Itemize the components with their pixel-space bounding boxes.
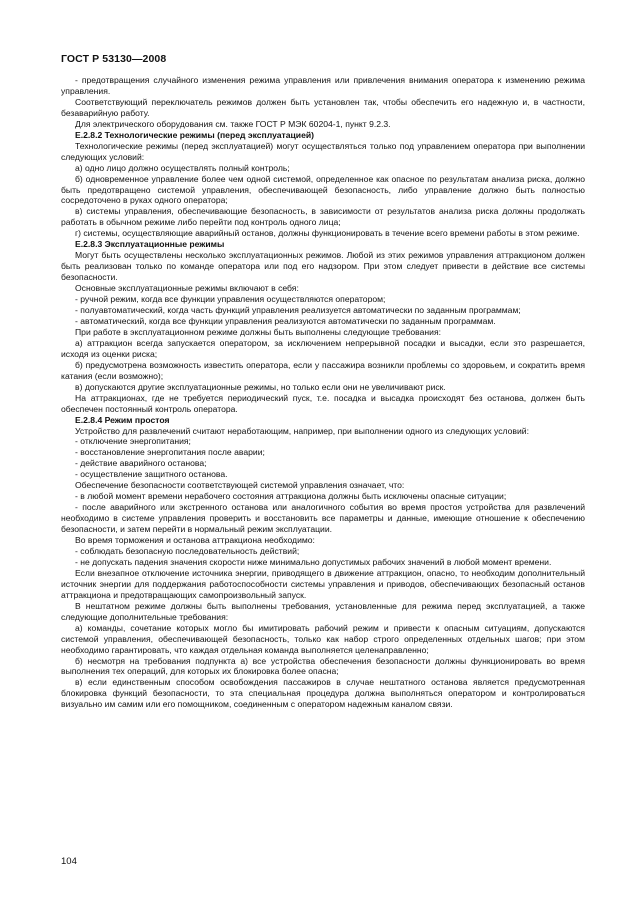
paragraph: - предотвращения случайного изменения режима управления или привлечения внимания оператора к изменению режима управления. — [61, 75, 585, 96]
paragraph: а) аттракцион всегда запускается оператором, за исключением непрерывной посадки и высадки, если это разрешается, исходя из оценки риска; — [61, 337, 585, 359]
paragraph: Обеспечение безопасности соответствующей системой управления означает, что: — [75, 480, 405, 491]
paragraph: - отключение энергопитания; — [75, 436, 191, 447]
paragraph: При работе в эксплуатационном режиме должны быть выполнены следующие требования: — [75, 326, 441, 337]
paragraph: Для электрического оборудования см. также ГОСТ Р МЭК 60204-1, пункт 9.2.3. — [75, 118, 391, 129]
paragraph: а) одно лицо должно осуществлять полный контроль; — [75, 162, 290, 173]
page-number: 104 — [61, 856, 77, 867]
paragraph: б) предусмотрена возможность известить оператора, если у пассажира возникли проблемы со здоровьем, и сократить время катания (если возможно); — [61, 359, 585, 381]
paragraph: в) допускаются другие эксплуатационные режимы, но только если они не увеличивают риск. — [75, 381, 446, 392]
section-heading: Е.2.8.3 Эксплуатационные режимы — [75, 239, 225, 250]
page-header: ГОСТ Р 53130—2008 — [61, 53, 167, 65]
paragraph: В нештатном режиме должны быть выполнены требования, установленные для режима перед эксплуатацией, а также следующие дополнительные требования: — [61, 600, 585, 622]
paragraph: в) системы управления, обеспечивающие безопасность, в зависимости от результатов анализа риска должны продолжать работать в обычном режиме либо перейти под контроль одного лица; — [61, 206, 585, 228]
section-heading: Е.2.8.2 Технологические режимы (перед эксплуатацией) — [75, 129, 315, 140]
paragraph: - действие аварийного останова; — [75, 458, 207, 469]
document-body — [61, 75, 585, 710]
paragraph: Могут быть осуществлены несколько эксплуатационных режимов. Любой из этих режимов управления аттракционом должен быть реализован только по команде оператора или под его надзором. При этом следует привести в действие все системы безопасности. — [61, 250, 585, 283]
paragraph: Технологические режимы (перед эксплуатацией) могут осуществляться только под управлением оператора при выполнении следующих условий: — [61, 140, 585, 162]
section-heading: Е.2.8.4 Режим простоя — [75, 414, 170, 425]
paragraph: б) одновременное управление более чем одной системой, определенное как опасное по результатам анализа риска, должно быть предотвращено системой управления, обеспечивающей безопасность, либо управление должно быть полностью сосредоточено в руках одного оператора; — [61, 173, 585, 206]
paragraph: - полуавтоматический, когда часть функций управления реализуется автоматически по заданным программам; — [75, 305, 521, 316]
paragraph: - не допускать падения значения скорости ниже минимально допустимых рабочих значений в любой момент времени. — [75, 556, 552, 567]
paragraph: - в любой момент времени нерабочего состояния аттракциона должны быть исключены опасные ситуации; — [75, 491, 507, 502]
paragraph: Если внезапное отключение источника энергии, приводящего в движение аттракцион, опасно, то необходим дополнительный источник энергии для поддержания работоспособности системы управления и приводов, обеспечивающих безопасный останов аттракциона и предотвращающих самопроизвольный запуск. — [61, 567, 585, 600]
paragraph: Устройство для развлечений считают неработающим, например, при выполнении одного из следующих условий: — [75, 425, 529, 436]
paragraph: - после аварийного или экстренного останова или аналогичного события во время простоя устройства для развлечений необходимо в системе управления проверить и восстановить все параметры и данные, имеющие отношение к обеспечению безопасности, и затем перейти в нормальный режим эксплуатации. — [61, 502, 585, 535]
paragraph: - восстановление энергопитания после аварии; — [75, 447, 265, 458]
paragraph: - осуществление защитного останова. — [75, 469, 228, 480]
paragraph: - автоматический, когда все функции управления реализуются автоматически по заданным программам. — [75, 315, 496, 326]
paragraph: На аттракционах, где не требуется периодический пуск, т.е. посадка и высадка происходят без останова, должен быть обеспечен постоянный контроль оператора. — [61, 392, 585, 414]
paragraph: - ручной режим, когда все функции управления осуществляются оператором; — [75, 294, 386, 305]
paragraph: Соответствующий переключатель режимов должен быть установлен так, чтобы обеспечить его надежную и, в частности, безаварийную работу. — [61, 96, 585, 118]
paragraph: Во время торможения и останова аттракциона необходимо: — [75, 535, 315, 546]
paragraph: б) несмотря на требования подпункта а) все устройства обеспечения безопасности должны функционировать во время выполнения тех операций, для которых их блокировка более опасна; — [61, 655, 585, 677]
paragraph: в) если единственным способом освобождения пассажиров в случае нештатного останова является предусмотренная блокировка функций безопасности, то эта специальная процедура должна выполняться оператором и контролироваться визуально им самим или его помощником, соединенным с оператором надежным каналом связи. — [61, 677, 585, 710]
paragraph: - соблюдать безопасную последовательность действий; — [75, 545, 300, 556]
paragraph: г) системы, осуществляющие аварийный останов, должны функционировать в течение всего времени работы в этом режиме. — [75, 228, 580, 239]
paragraph: Основные эксплуатационные режимы включают в себя: — [75, 283, 299, 294]
paragraph: а) команды, сочетание которых могло бы имитировать рабочий режим и привести к опасным ситуациям, допускаются системой управления, обеспечивающей безопасность, только как набор строго определенных отдельных шагов; при этом необходимо гарантировать, что каждая отдельная команда выполняется целенаправленно; — [61, 622, 585, 655]
